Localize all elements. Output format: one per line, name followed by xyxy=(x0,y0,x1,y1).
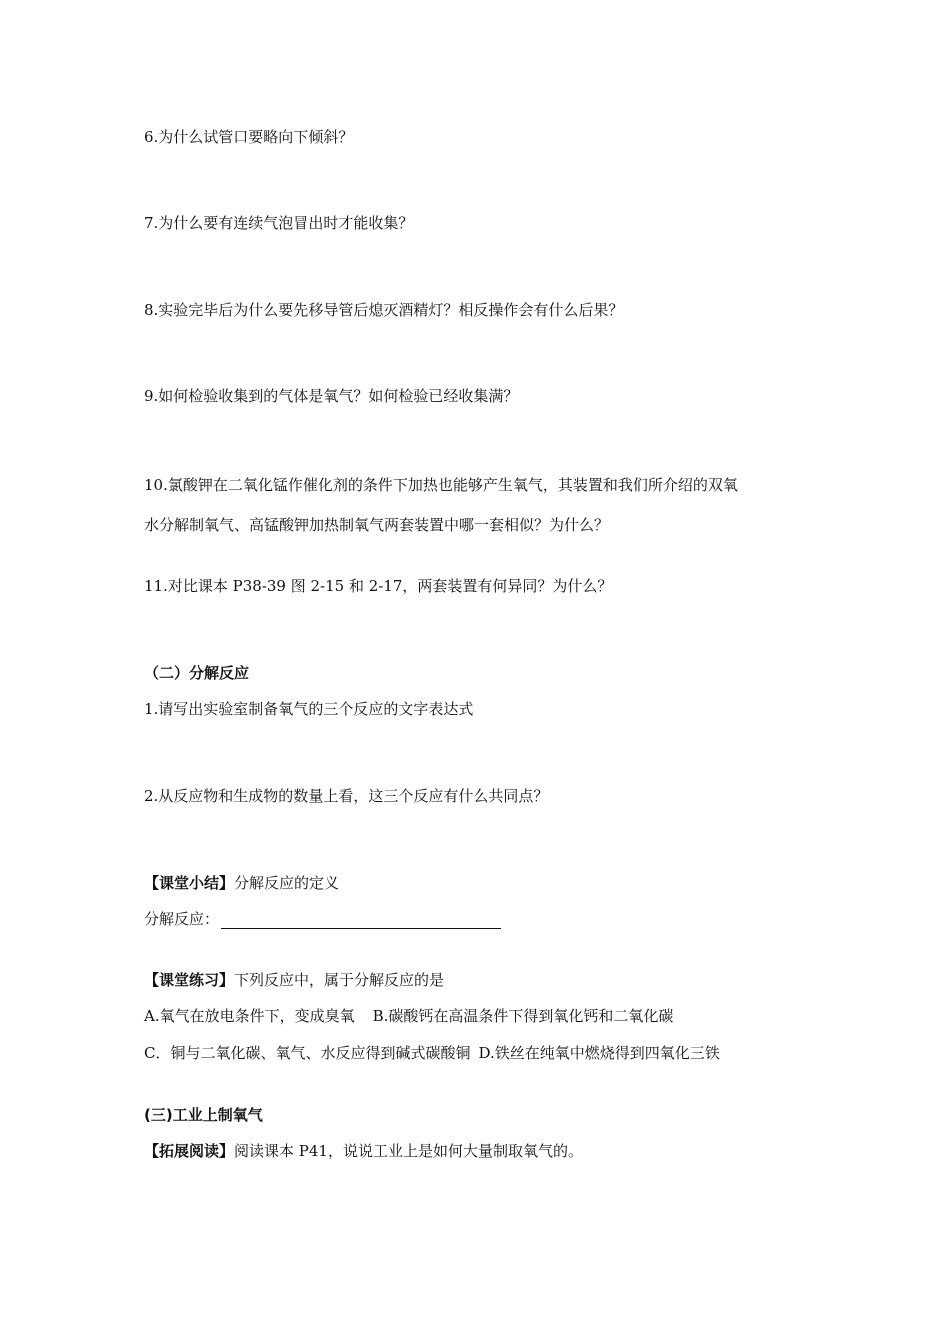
section-2-question-2: 2.从反应物和生成物的数量上看，这三个反应有什么共同点？ xyxy=(144,787,549,805)
practice-line xyxy=(144,970,444,990)
extended-reading-line xyxy=(144,1141,583,1161)
definition-blank[interactable] xyxy=(221,910,501,929)
option-d: D.铁丝在纯氧中燃烧得到四氧化三铁 xyxy=(478,1044,720,1062)
question-9: 9.如何检验收集到的气体是氧气？如何检验已经收集满？ xyxy=(144,387,519,405)
extended-reading-label: 【拓展阅读】 xyxy=(144,1142,235,1160)
question-11: 11.对比课本 P38-39 图 2-15 和 2-17，两套装置有何异同？为什么？ xyxy=(144,577,613,595)
option-b: B.碳酸钙在高温条件下得到氧化钙和二氧化碳 xyxy=(372,1007,674,1025)
summary-line xyxy=(144,873,339,893)
definition-line xyxy=(144,909,501,929)
section-2-question-1: 1.请写出实验室制备氧气的三个反应的文字表达式 xyxy=(144,700,474,718)
question-6: 6.为什么试管口要略向下倾斜？ xyxy=(144,128,354,146)
practice-options-cd xyxy=(144,1043,720,1063)
option-c: C．铜与二氧化碳、氧气、水反应得到碱式碳酸铜 xyxy=(144,1044,471,1062)
question-10-line-2: 水分解制氧气、高锰酸钾加热制氧气两套装置中哪一套相似？为什么？ xyxy=(144,516,610,534)
practice-label: 【课堂练习】 xyxy=(144,971,235,989)
summary-text: 分解反应的定义 xyxy=(234,874,340,892)
question-7: 7.为什么要有连续气泡冒出时才能收集？ xyxy=(144,214,414,232)
section-3-heading: (三)工业上制氧气 xyxy=(144,1106,263,1124)
question-8: 8.实验完毕后为什么要先移导管后熄灭酒精灯？相反操作会有什么后果？ xyxy=(144,301,624,319)
definition-label: 分解反应： xyxy=(144,910,220,928)
practice-options-ab xyxy=(144,1006,673,1026)
practice-text: 下列反应中，属于分解反应的是 xyxy=(234,971,445,989)
option-a: A.氧气在放电条件下，变成臭氧 xyxy=(144,1007,355,1025)
extended-reading-text: 阅读课本 P41，说说工业上是如何大量制取氧气的。 xyxy=(234,1142,583,1160)
question-10-line-1: 10.氯酸钾在二氧化锰作催化剂的条件下加热也能够产生氧气，其装置和我们所介绍的双氧 xyxy=(144,476,738,494)
summary-label: 【课堂小结】 xyxy=(144,874,235,892)
section-2-heading: （二）分解反应 xyxy=(144,664,250,682)
